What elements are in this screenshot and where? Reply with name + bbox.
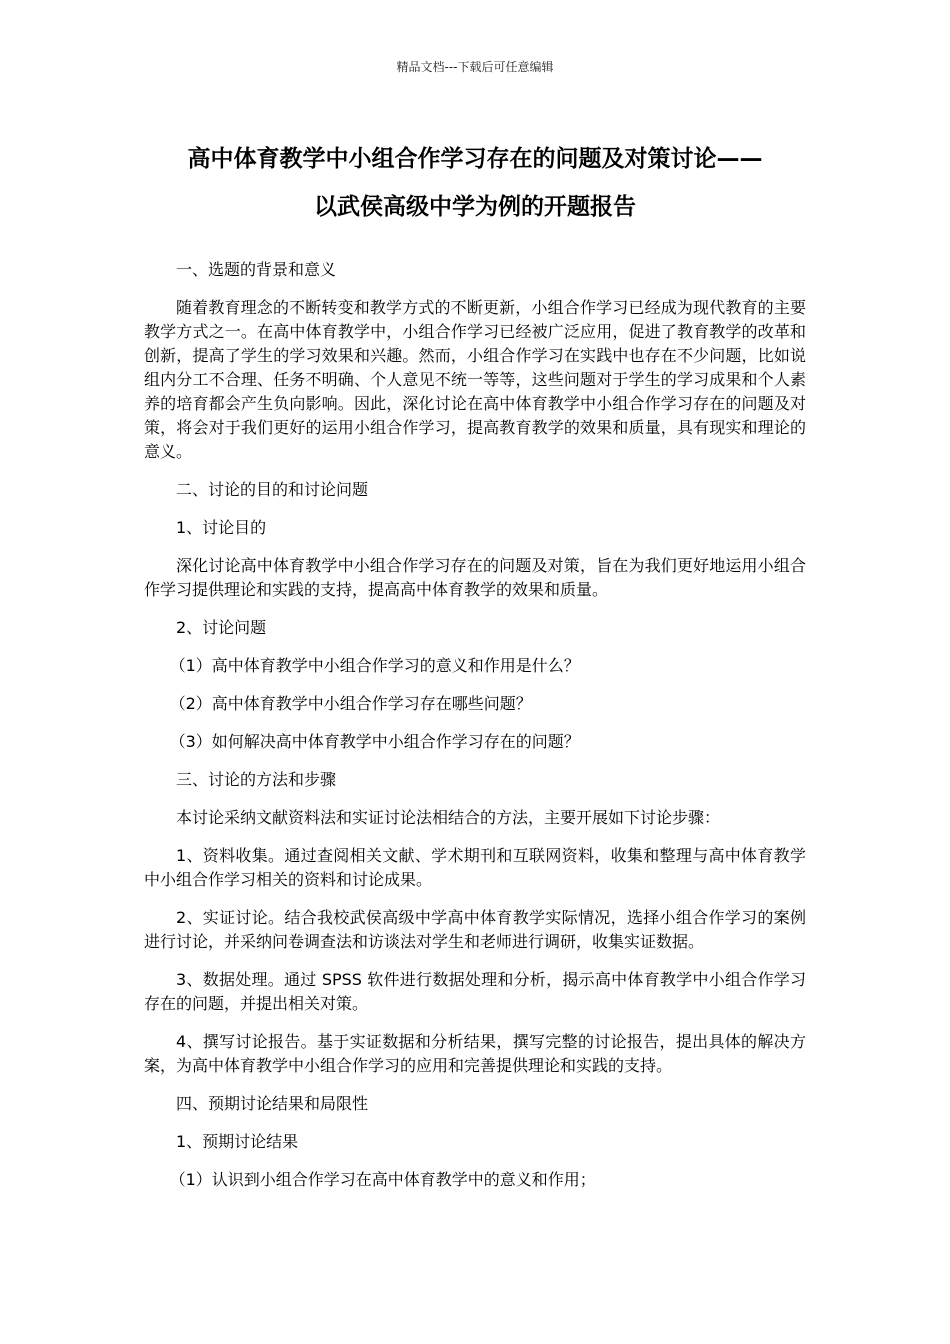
subheading-questions: 2、讨论问题	[176, 618, 267, 637]
section-heading-purpose: 二、讨论的目的和讨论问题	[176, 480, 369, 499]
subheading-expected-results: 1、预期讨论结果	[176, 1132, 299, 1151]
question-item-3: （3）如何解决高中体育教学中小组合作学习存在的问题？	[169, 732, 580, 751]
subheading-purpose: 1、讨论目的	[176, 518, 267, 537]
paragraph-purpose: 深化讨论高中体育教学中小组合作学习存在的问题及对策，旨在为我们更好地运用小组合作学习提供理论和实践的支持，提高高中体育教学的效果和质量。	[144, 556, 806, 599]
document-header-note: 精品文档---下载后可任意编辑	[396, 60, 554, 74]
method-step-2: 2、实证讨论。结合我校武侯高级中学高中体育教学实际情况，选择小组合作学习的案例进行讨论，并采纳问卷调查法和访谈法对学生和老师进行调研，收集实证数据。	[144, 908, 806, 951]
method-step-1: 1、资料收集。通过查阅相关文献、学术期刊和互联网资料，收集和整理与高中体育教学中小组合作学习相关的资料和讨论成果。	[144, 846, 806, 889]
question-item-1: （1）高中体育教学中小组合作学习的意义和作用是什么？	[169, 656, 580, 675]
section-heading-methods: 三、讨论的方法和步骤	[176, 770, 337, 789]
question-item-2: （2）高中体育教学中小组合作学习存在哪些问题？	[169, 694, 532, 713]
paragraph-methods-intro: 本讨论采纳文献资料法和实证讨论法相结合的方法，主要开展如下讨论步骤：	[176, 808, 721, 827]
document-body	[144, 258, 806, 1206]
section-heading-expected-results: 四、预期讨论结果和局限性	[176, 1094, 369, 1113]
document-title-line-1: 高中体育教学中小组合作学习存在的问题及对策讨论——	[187, 146, 763, 172]
expected-result-item-1: （1）认识到小组合作学习在高中体育教学中的意义和作用；	[169, 1170, 596, 1189]
section-heading-background: 一、选题的背景和意义	[176, 260, 337, 279]
method-step-3: 3、数据处理。通过 SPSS 软件进行数据处理和分析，揭示高中体育教学中小组合作学习存在的问题，并提出相关对策。	[144, 970, 806, 1013]
method-step-4: 4、撰写讨论报告。基于实证数据和分析结果，撰写完整的讨论报告，提出具体的解决方案，为高中体育教学中小组合作学习的应用和完善提供理论和实践的支持。	[144, 1032, 806, 1075]
document-title-line-2: 以武侯高级中学为例的开题报告	[314, 194, 636, 220]
paragraph-background: 随着教育理念的不断转变和教学方式的不断更新，小组合作学习已经成为现代教育的主要教学方式之一。在高中体育教学中，小组合作学习已经被广泛应用，促进了教育教学的改革和创新，提高了学生的学习效果和兴趣。然而，小组合作学习在实践中也存在不少问题，比如说组内分工不合理、任务不明确、个人意见不统一等等，这些问题对于学生的学习成果和个人素养的培育都会产生负向影响。因此，深化讨论在高中体育教学中小组合作学习存在的问题及对策，将会对于我们更好的运用小组合作学习，提高教育教学的效果和质量，具有现实和理论的意义。	[144, 298, 806, 461]
